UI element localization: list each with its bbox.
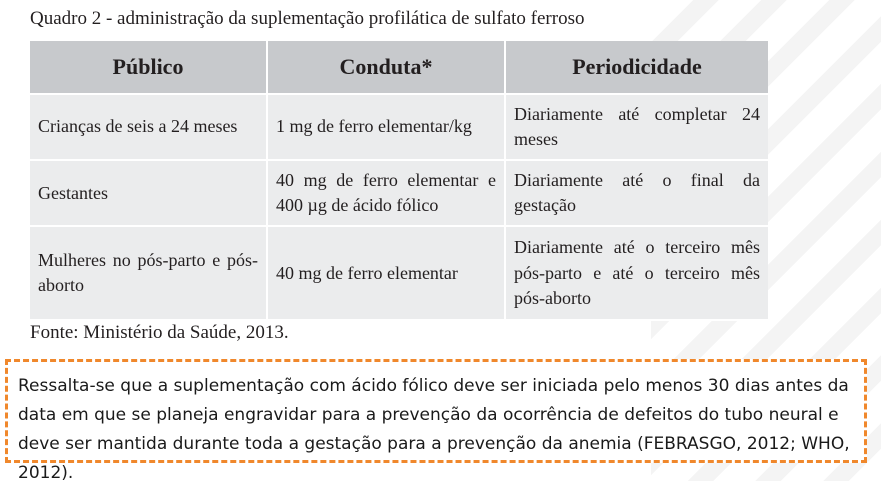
- table-row: [30, 226, 768, 320]
- cell-conduta: 1 mg de ferro elementar/kg: [267, 94, 505, 160]
- cell-periodicidade: Diariamente até completar 24 meses: [505, 94, 768, 160]
- table-header-row: [30, 41, 768, 94]
- cell-publico: Mulheres no pós-parto e pós-aborto: [30, 226, 267, 320]
- cell-periodicidade: Diariamente até o final da gestação: [505, 160, 768, 226]
- cell-conduta: 40 mg de ferro elementar e 400 µg de ácido fólico: [267, 160, 505, 226]
- cell-publico: Gestantes: [30, 160, 267, 226]
- header-periodicidade: Periodicidade: [505, 41, 768, 94]
- table-row: [30, 160, 768, 226]
- table-source: Fonte: Ministério da Saúde, 2013.: [30, 322, 289, 343]
- cell-publico: Crianças de seis a 24 meses: [30, 94, 267, 160]
- table-row: [30, 94, 768, 160]
- table-caption: Quadro 2 - administração da suplementação profilática de sulfato ferroso: [30, 8, 585, 29]
- cell-conduta: 40 mg de ferro elementar: [267, 226, 505, 320]
- folic-acid-note: Ressalta-se que a suplementação com ácido fólico deve ser iniciada pelo menos 30 dias antes da data em que se planeja engravidar para a prevenção da ocorrência de defeitos do tubo neural e deve ser mantida durante toda a gestação para a prevenção da anemia (FEBRASGO, 2012; WHO, 2012).: [5, 359, 867, 463]
- cell-periodicidade: Diariamente até o terceiro mês pós-parto e até o terceiro mês pós-aborto: [505, 226, 768, 320]
- header-conduta: Conduta*: [267, 41, 505, 94]
- header-publico: Público: [30, 41, 267, 94]
- supplementation-table: [30, 41, 768, 321]
